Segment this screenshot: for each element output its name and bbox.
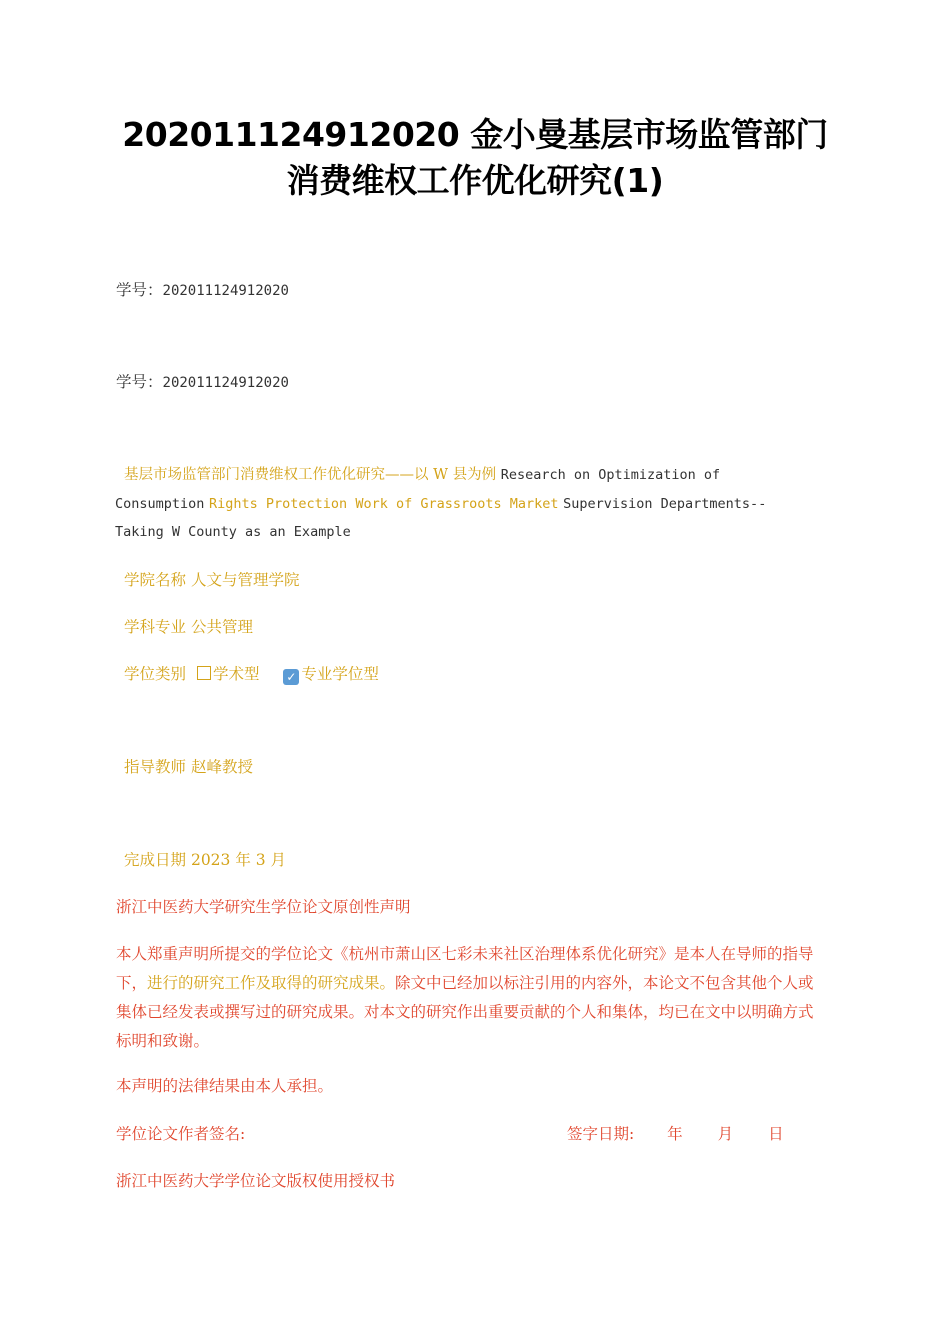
major-label: 学科专业	[124, 618, 187, 636]
declaration-title: 浙江中医药大学研究生学位论文原创性声明	[116, 898, 411, 916]
declaration-part-3: 除文中已经加以标注引用的内容外，本论文不包含其他个人或集体已经发表或撰写过的研究成果。对本文的研究作出重要贡献的个人和集体，均已在文中以明确方式标明和致谢。	[116, 974, 814, 1050]
signature-month: 月	[717, 1125, 734, 1143]
advisor-value: 赵峰教授	[190, 758, 253, 776]
completion-line	[124, 849, 286, 871]
thesis-title-en-d: Supervision Departments--	[563, 495, 767, 512]
college-line	[124, 569, 299, 591]
unchecked-box-icon	[197, 666, 211, 680]
thesis-title-en-c: Rights Protection Work of Grassroots Market	[209, 495, 559, 512]
student-id-label: 学号：	[116, 373, 163, 391]
college-label: 学院名称	[124, 571, 187, 589]
degree-option-professional: 专业学位型	[301, 665, 379, 683]
thesis-title-zh: 基层市场监管部门消费维权工作优化研究——以 W 县为例	[124, 467, 497, 483]
legal-note: 本声明的法律结果由本人承担。	[116, 1077, 334, 1095]
degree-option-academic: 学术型	[212, 665, 260, 683]
student-id-label: 学号：	[116, 281, 163, 299]
student-id-value: 202011124912020	[162, 283, 289, 299]
advisor-line	[124, 756, 253, 778]
major-line	[124, 616, 253, 638]
thesis-title-block	[115, 461, 805, 547]
student-id-line-1	[116, 279, 289, 302]
authorization-title: 浙江中医药大学学位论文版权使用授权书	[116, 1172, 396, 1190]
completion-label: 完成日期	[124, 851, 187, 869]
author-signature-label: 学位论文作者签名:	[116, 1125, 246, 1143]
checked-box-icon: ✓	[283, 669, 299, 685]
student-id-value: 202011124912020	[162, 375, 289, 391]
thesis-title-en-e: Taking W County as an Example	[115, 524, 351, 540]
signature-day: 日	[768, 1125, 784, 1143]
title-line-2: 消费维权工作优化研究(1)	[286, 161, 664, 200]
declaration-part-1: 本人郑重声明所提交的学位论文《杭州市萧山区七彩未来社区治理体系优化研究》是本人在导师的指导下，	[116, 945, 814, 992]
advisor-label: 指导教师	[124, 758, 187, 776]
student-id-line-2	[116, 371, 289, 394]
declaration-paragraph	[116, 940, 826, 1056]
document-title	[60, 112, 890, 204]
degree-type-line	[124, 663, 379, 685]
signature-date-label: 签字日期:	[567, 1125, 635, 1143]
college-value: 人文与管理学院	[190, 571, 300, 589]
declaration-part-2: 进行的研究工作及取得的研究成果。	[147, 974, 396, 992]
signature-date-line	[567, 1123, 784, 1145]
degree-type-label: 学位类别	[124, 665, 187, 683]
thesis-title-en-a: Research on Optimization of	[500, 467, 721, 483]
title-line-1: 202011124912020 金小曼基层市场监管部门	[122, 115, 828, 154]
thesis-title-en-b: Consumption	[115, 495, 205, 512]
signature-year: 年	[667, 1125, 683, 1143]
major-value: 公共管理	[190, 618, 253, 636]
completion-value: 2023 年 3 月	[190, 851, 287, 869]
